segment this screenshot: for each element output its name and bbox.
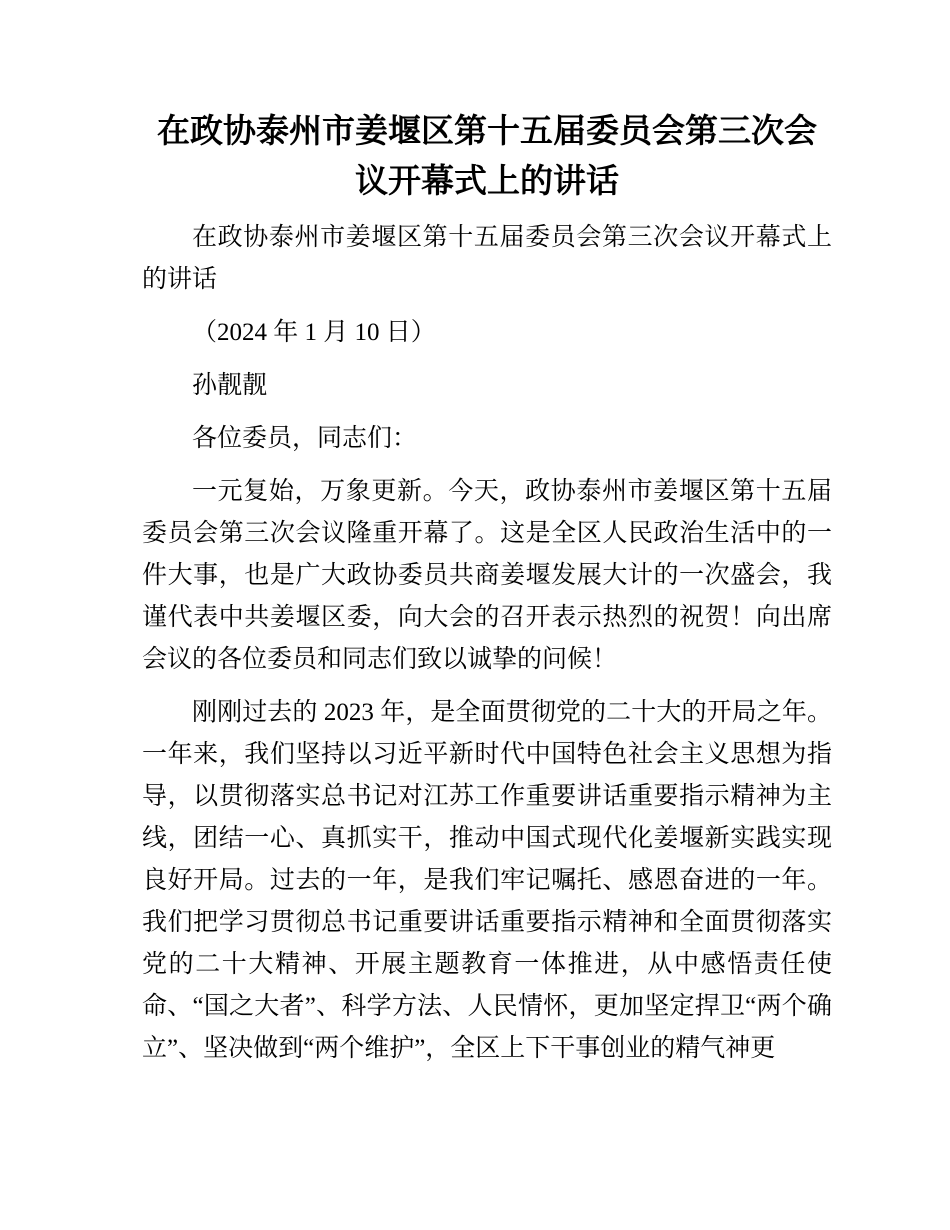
document-title: 在政协泰州市姜堰区第十五届委员会第三次会议开幕式上的讲话 <box>157 112 817 199</box>
document-subtitle: 在政协泰州市姜堰区第十五届委员会第三次会议开幕式上的讲话 <box>142 224 832 293</box>
body-paragraph: 刚刚过去的 2023 年，是全面贯彻党的二十大的开局之年。一年来，我们坚持以习近平新时代中国特色社会主义思想为指导，以贯彻落实总书记对江苏工作重要讲话重要指示精神为主线，团结一心、真抓实干，推动中国式现代化姜堰新实践实现良好开局。过去的一年，是我们牢记嘱托、感恩奋进的一年。我们把学习贯彻总书记重要讲话重要指示精神和全面贯彻落实党的二十大精神、开展主题教育一体推进，从中感悟责任使命、“国之大者”、科学方法、人民情怀，更加坚定捍卫“两个确立”、坚决做到“两个维护”，全区上下干事创业的精气神更 <box>142 699 832 1062</box>
document-salutation: 各位委员，同志们： <box>192 425 418 452</box>
document-date: （2024 年 1 月 10 日） <box>192 319 436 346</box>
document-author: 孙靓靓 <box>192 372 268 399</box>
body-paragraph: 一元复始，万象更新。今天，政协泰州市姜堰区第十五届委员会第三次会议隆重开幕了。这是全区人民政治生活中的一件大事，也是广大政协委员共商姜堰发展大计的一次盛会，我谨代表中共姜堰区委，向大会的召开表示热烈的祝贺！向出席会议的各位委员和同志们致以诚挚的问候！ <box>142 478 832 673</box>
